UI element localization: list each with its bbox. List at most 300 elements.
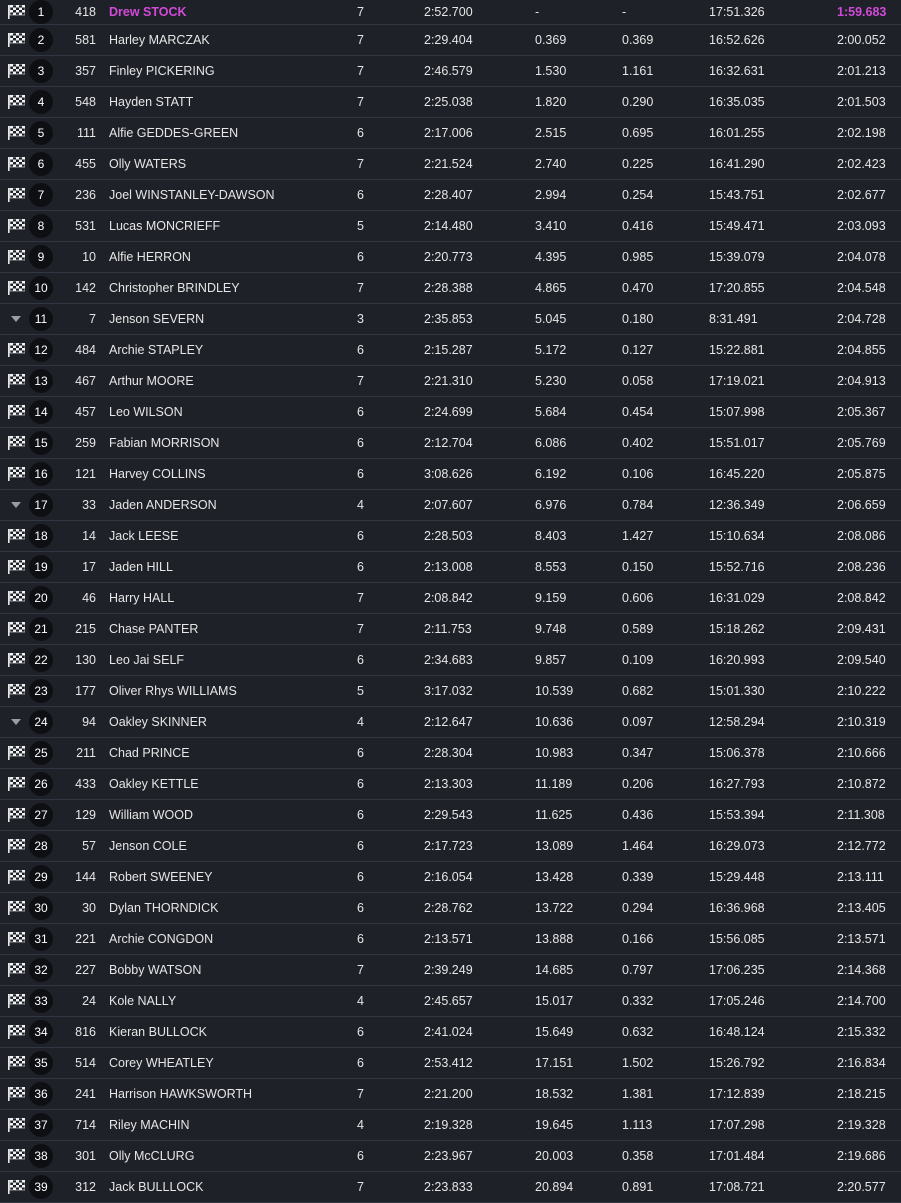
total-time: 17:08.721 — [709, 1180, 765, 1194]
gap-to-leader: 13.722 — [535, 901, 574, 915]
checkered-flag-icon — [6, 900, 26, 916]
checkered-flag-icon — [6, 94, 26, 110]
racer-name[interactable]: Robert SWEENEY — [109, 870, 213, 884]
racer-name[interactable]: Bobby WATSON — [109, 963, 202, 977]
average-lap: 2:04.078 — [837, 250, 886, 264]
best-lap: 2:21.524 — [424, 157, 473, 171]
checkered-flag-icon — [6, 869, 26, 885]
racer-number: 418 — [75, 5, 96, 19]
racer-name[interactable]: Leo WILSON — [109, 405, 183, 419]
result-row[interactable] — [0, 800, 901, 831]
result-row[interactable] — [0, 862, 901, 893]
racer-name[interactable]: William WOOD — [109, 808, 194, 822]
result-row[interactable] — [0, 149, 901, 180]
racer-number: 236 — [75, 188, 96, 202]
position-badge: 12 — [29, 338, 53, 362]
checkered-flag-icon — [6, 1086, 26, 1102]
result-row[interactable] — [0, 614, 901, 645]
gap-to-previous: 0.358 — [622, 1149, 654, 1163]
racer-name[interactable]: Kieran BULLOCK — [109, 1025, 207, 1039]
result-row[interactable] — [0, 397, 901, 428]
best-lap: 2:13.008 — [424, 560, 473, 574]
average-lap: 2:02.423 — [837, 157, 886, 171]
racer-number: 301 — [75, 1149, 96, 1163]
result-row[interactable] — [0, 924, 901, 955]
best-lap: 2:53.412 — [424, 1056, 473, 1070]
average-lap: 2:13.571 — [837, 932, 886, 946]
racer-name[interactable]: Corey WHEATLEY — [109, 1056, 214, 1070]
result-row[interactable] — [0, 738, 901, 769]
total-time: 17:12.839 — [709, 1087, 765, 1101]
best-lap: 2:17.723 — [424, 839, 473, 853]
gap-to-leader: 5.230 — [535, 374, 567, 388]
racer-name[interactable]: Jaden ANDERSON — [109, 498, 217, 512]
racer-name[interactable]: Lucas MONCRIEFF — [109, 219, 221, 233]
total-time: 16:29.073 — [709, 839, 765, 853]
gap-to-leader: 0.369 — [535, 33, 567, 47]
laps-completed: 5 — [357, 219, 364, 233]
checkered-flag-icon — [6, 156, 26, 172]
average-lap: 2:10.666 — [837, 746, 886, 760]
average-lap: 2:13.111 — [837, 870, 884, 884]
total-time: 8:31.491 — [709, 312, 758, 326]
racer-number: 24 — [82, 994, 96, 1008]
racer-name[interactable]: Alfie GEDDES-GREEN — [109, 126, 239, 140]
total-time: 16:48.124 — [709, 1025, 765, 1039]
racer-number: 357 — [75, 64, 96, 78]
result-row[interactable] — [0, 242, 901, 273]
position-badge: 15 — [29, 431, 53, 455]
racer-number: 46 — [82, 591, 96, 605]
gap-to-previous: - — [622, 5, 627, 19]
gap-to-leader: 20.003 — [535, 1149, 574, 1163]
result-row[interactable] — [0, 1110, 901, 1141]
gap-to-previous: 0.470 — [622, 281, 654, 295]
result-row[interactable] — [0, 366, 901, 397]
best-lap: 2:12.647 — [424, 715, 473, 729]
result-row[interactable] — [0, 1017, 901, 1048]
gap-to-leader: 11.625 — [535, 808, 573, 822]
laps-completed: 7 — [357, 963, 364, 977]
position-badge: 34 — [29, 1020, 53, 1044]
position-badge: 26 — [29, 772, 53, 796]
gap-to-previous: 0.150 — [622, 560, 654, 574]
gap-to-previous: 0.632 — [622, 1025, 654, 1039]
laps-completed: 5 — [357, 684, 364, 698]
racer-name[interactable]: Jack LEESE — [109, 529, 179, 543]
laps-completed: 4 — [357, 994, 364, 1008]
gap-to-leader: 13.428 — [535, 870, 574, 884]
laps-completed: 4 — [357, 715, 364, 729]
racer-name[interactable]: Arthur MOORE — [109, 374, 194, 388]
result-row[interactable] — [0, 56, 901, 87]
racer-name[interactable]: Jaden HILL — [109, 560, 173, 574]
average-lap: 2:00.052 — [837, 33, 886, 47]
average-lap: 2:05.875 — [837, 467, 886, 481]
gap-to-previous: 1.464 — [622, 839, 654, 853]
racer-name[interactable]: Olly WATERS — [109, 157, 187, 171]
gap-to-previous: 0.347 — [622, 746, 654, 760]
racer-number: 211 — [76, 746, 96, 760]
average-lap: 2:18.215 — [837, 1087, 886, 1101]
best-lap: 2:28.762 — [424, 901, 473, 915]
racer-number: 221 — [75, 932, 96, 946]
average-lap: 2:10.872 — [837, 777, 886, 791]
gap-to-previous: 0.254 — [622, 188, 654, 202]
average-lap: 2:16.834 — [837, 1056, 886, 1070]
racer-name[interactable]: Jenson SEVERN — [109, 312, 205, 326]
checkered-flag-icon — [6, 32, 26, 48]
racer-number: 514 — [75, 1056, 96, 1070]
gap-to-previous: 1.502 — [622, 1056, 654, 1070]
checkered-flag-icon — [6, 280, 26, 296]
gap-to-leader: - — [535, 5, 540, 19]
total-time: 17:19.021 — [709, 374, 765, 388]
gap-to-previous: 0.332 — [622, 994, 654, 1008]
result-row[interactable] — [0, 955, 901, 986]
position-badge: 1 — [29, 0, 53, 24]
racer-name[interactable]: Oakley SKINNER — [109, 715, 207, 729]
position-badge: 25 — [29, 741, 53, 765]
position-badge: 23 — [29, 679, 53, 703]
racer-number: 433 — [75, 777, 96, 791]
position-badge: 3 — [29, 59, 53, 83]
gap-to-leader: 8.553 — [535, 560, 567, 574]
laps-completed: 7 — [357, 374, 364, 388]
laps-completed: 6 — [357, 746, 364, 760]
gap-to-previous: 0.127 — [622, 343, 654, 357]
total-time: 16:01.255 — [709, 126, 765, 140]
best-lap: 2:24.699 — [424, 405, 473, 419]
racer-number: 467 — [75, 374, 96, 388]
total-time: 12:36.349 — [709, 498, 765, 512]
laps-completed: 7 — [357, 1180, 364, 1194]
average-lap: 2:04.913 — [837, 374, 886, 388]
best-lap: 2:14.480 — [424, 219, 473, 233]
checkered-flag-icon — [6, 776, 26, 792]
gap-to-previous: 0.339 — [622, 870, 654, 884]
result-row[interactable] — [0, 490, 901, 521]
racer-number: 33 — [82, 498, 96, 512]
gap-to-previous: 0.294 — [622, 901, 654, 915]
position-badge: 13 — [29, 369, 53, 393]
total-time: 17:20.855 — [709, 281, 765, 295]
best-lap: 2:07.607 — [424, 498, 473, 512]
racer-number: 111 — [76, 126, 96, 140]
best-lap: 3:08.626 — [424, 467, 473, 481]
total-time: 16:36.968 — [709, 901, 765, 915]
best-lap: 2:41.024 — [424, 1025, 473, 1039]
result-row[interactable] — [0, 273, 901, 304]
best-lap: 2:28.304 — [424, 746, 473, 760]
position-badge: 18 — [29, 524, 53, 548]
racer-name[interactable]: Archie CONGDON — [109, 932, 214, 946]
racer-name[interactable]: Drew STOCK — [109, 5, 187, 19]
racer-number: 548 — [75, 95, 96, 109]
total-time: 15:39.079 — [709, 250, 765, 264]
racer-number: 142 — [75, 281, 96, 295]
total-time: 16:41.290 — [709, 157, 765, 171]
racer-name[interactable]: Finley PICKERING — [109, 64, 215, 78]
average-lap: 2:03.093 — [837, 219, 886, 233]
gap-to-previous: 0.097 — [622, 715, 654, 729]
laps-completed: 6 — [357, 436, 364, 450]
best-lap: 2:28.407 — [424, 188, 473, 202]
position-badge: 29 — [29, 865, 53, 889]
position-badge: 5 — [29, 121, 53, 145]
average-lap: 2:08.236 — [837, 560, 886, 574]
gap-to-previous: 0.784 — [622, 498, 654, 512]
gap-to-previous: 0.402 — [622, 436, 654, 450]
average-lap: 2:04.855 — [837, 343, 886, 357]
total-time: 15:53.394 — [709, 808, 765, 822]
position-badge: 22 — [29, 648, 53, 672]
average-lap: 2:08.086 — [837, 529, 886, 543]
checkered-flag-icon — [6, 4, 26, 20]
best-lap: 2:23.833 — [424, 1180, 473, 1194]
result-row[interactable] — [0, 459, 901, 490]
result-row[interactable] — [0, 87, 901, 118]
racer-name[interactable]: Leo Jai SELF — [109, 653, 185, 667]
checkered-flag-icon — [6, 993, 26, 1009]
gap-to-previous: 1.381 — [622, 1087, 654, 1101]
position-badge: 35 — [29, 1051, 53, 1075]
racer-name[interactable]: Kole NALLY — [109, 994, 177, 1008]
average-lap: 2:14.368 — [837, 963, 886, 977]
racer-name[interactable]: Archie STAPLEY — [109, 343, 204, 357]
result-row[interactable] — [0, 676, 901, 707]
average-lap: 2:20.577 — [837, 1180, 886, 1194]
laps-completed: 7 — [357, 591, 364, 605]
best-lap: 2:15.287 — [424, 343, 473, 357]
racer-name[interactable]: Chad PRINCE — [109, 746, 190, 760]
best-lap: 2:16.054 — [424, 870, 473, 884]
position-badge: 4 — [29, 90, 53, 114]
gap-to-leader: 2.740 — [535, 157, 567, 171]
total-time: 17:07.298 — [709, 1118, 765, 1132]
laps-completed: 6 — [357, 839, 364, 853]
result-row[interactable] — [0, 521, 901, 552]
position-badge: 10 — [29, 276, 53, 300]
total-time: 15:06.378 — [709, 746, 765, 760]
position-badge: 37 — [29, 1113, 53, 1137]
total-time: 15:26.792 — [709, 1056, 765, 1070]
best-lap: 2:46.579 — [424, 64, 473, 78]
racer-name[interactable]: Jenson COLE — [109, 839, 187, 853]
triangle-down-icon — [6, 714, 26, 730]
racer-number: 14 — [82, 529, 96, 543]
checkered-flag-icon — [6, 528, 26, 544]
racer-name[interactable]: Chase PANTER — [109, 622, 199, 636]
gap-to-leader: 6.976 — [535, 498, 567, 512]
racer-name[interactable]: Joel WINSTANLEY-DAWSON — [109, 188, 275, 202]
gap-to-previous: 0.416 — [622, 219, 654, 233]
result-row[interactable] — [0, 1048, 901, 1079]
checkered-flag-icon — [6, 218, 26, 234]
gap-to-leader: 6.192 — [535, 467, 567, 481]
position-badge: 9 — [29, 245, 53, 269]
racer-name[interactable]: Christopher BRINDLEY — [109, 281, 240, 295]
best-lap: 3:17.032 — [424, 684, 473, 698]
racer-name[interactable]: Fabian MORRISON — [109, 436, 220, 450]
racer-name[interactable]: Dylan THORNDICK — [109, 901, 219, 915]
result-row[interactable] — [0, 25, 901, 56]
best-lap: 2:25.038 — [424, 95, 473, 109]
gap-to-leader: 10.983 — [535, 746, 574, 760]
position-badge: 31 — [29, 927, 53, 951]
laps-completed: 7 — [357, 157, 364, 171]
gap-to-previous: 0.682 — [622, 684, 654, 698]
racer-number: 259 — [75, 436, 96, 450]
total-time: 16:27.793 — [709, 777, 765, 791]
racer-number: 177 — [75, 684, 96, 698]
laps-completed: 6 — [357, 405, 364, 419]
total-time: 15:49.471 — [709, 219, 765, 233]
gap-to-leader: 1.530 — [535, 64, 567, 78]
position-badge: 30 — [29, 896, 53, 920]
position-badge: 32 — [29, 958, 53, 982]
racer-name[interactable]: Harry HALL — [109, 591, 175, 605]
result-row[interactable] — [0, 645, 901, 676]
position-badge: 27 — [29, 803, 53, 827]
best-lap: 2:52.700 — [424, 5, 473, 19]
checkered-flag-icon — [6, 63, 26, 79]
average-lap: 2:14.700 — [837, 994, 886, 1008]
gap-to-leader: 6.086 — [535, 436, 567, 450]
racer-name[interactable]: Riley MACHIN — [109, 1118, 190, 1132]
best-lap: 2:29.543 — [424, 808, 473, 822]
laps-completed: 7 — [357, 33, 364, 47]
gap-to-leader: 2.515 — [535, 126, 567, 140]
racer-name[interactable]: Harley MARCZAK — [109, 33, 210, 47]
position-badge: 20 — [29, 586, 53, 610]
total-time: 17:06.235 — [709, 963, 765, 977]
position-badge: 17 — [29, 493, 53, 517]
result-row[interactable] — [0, 1141, 901, 1172]
laps-completed: 4 — [357, 498, 364, 512]
racer-name[interactable]: Olly McCLURG — [109, 1149, 195, 1163]
result-row[interactable] — [0, 180, 901, 211]
gap-to-previous: 0.606 — [622, 591, 654, 605]
gap-to-leader: 5.045 — [535, 312, 567, 326]
position-badge: 28 — [29, 834, 53, 858]
result-row[interactable] — [0, 1079, 901, 1110]
average-lap: 2:15.332 — [837, 1025, 886, 1039]
total-time: 16:31.029 — [709, 591, 765, 605]
position-badge: 2 — [29, 28, 53, 52]
best-lap: 2:35.853 — [424, 312, 473, 326]
laps-completed: 6 — [357, 126, 364, 140]
total-time: 15:01.330 — [709, 684, 765, 698]
total-time: 17:01.484 — [709, 1149, 765, 1163]
gap-to-previous: 0.695 — [622, 126, 654, 140]
laps-completed: 7 — [357, 5, 364, 19]
result-row[interactable] — [0, 1172, 901, 1203]
position-badge: 33 — [29, 989, 53, 1013]
result-row[interactable] — [0, 769, 901, 800]
racer-number: 94 — [82, 715, 96, 729]
checkered-flag-icon — [6, 249, 26, 265]
average-lap: 2:02.198 — [837, 126, 886, 140]
position-badge: 7 — [29, 183, 53, 207]
racer-number: 121 — [75, 467, 96, 481]
racer-name[interactable]: Oakley KETTLE — [109, 777, 199, 791]
result-row[interactable] — [0, 118, 901, 149]
checkered-flag-icon — [6, 404, 26, 420]
racer-name[interactable]: Jack BULLLOCK — [109, 1180, 204, 1194]
result-row[interactable] — [0, 831, 901, 862]
total-time: 15:10.634 — [709, 529, 765, 543]
laps-completed: 6 — [357, 560, 364, 574]
laps-completed: 6 — [357, 1025, 364, 1039]
average-lap: 2:01.213 — [837, 64, 886, 78]
racer-number: 10 — [82, 250, 96, 264]
racer-name[interactable]: Hayden STATT — [109, 95, 194, 109]
result-row[interactable] — [0, 211, 901, 242]
laps-completed: 7 — [357, 95, 364, 109]
total-time: 16:52.626 — [709, 33, 765, 47]
gap-to-leader: 18.532 — [535, 1087, 574, 1101]
racer-number: 241 — [75, 1087, 96, 1101]
gap-to-previous: 0.290 — [622, 95, 654, 109]
racer-name[interactable]: Harvey COLLINS — [109, 467, 206, 481]
laps-completed: 7 — [357, 64, 364, 78]
racer-name[interactable]: Alfie HERRON — [109, 250, 191, 264]
best-lap: 2:12.704 — [424, 436, 473, 450]
gap-to-previous: 0.797 — [622, 963, 654, 977]
best-lap: 2:17.006 — [424, 126, 473, 140]
laps-completed: 6 — [357, 529, 364, 543]
racer-name[interactable]: Harrison HAWKSWORTH — [109, 1087, 253, 1101]
result-row[interactable] — [0, 583, 901, 614]
result-row[interactable] — [0, 552, 901, 583]
total-time: 15:18.262 — [709, 622, 765, 636]
racer-number: 227 — [75, 963, 96, 977]
result-row[interactable] — [0, 707, 901, 738]
best-lap: 2:29.404 — [424, 33, 473, 47]
total-time: 15:43.751 — [709, 188, 765, 202]
result-row[interactable] — [0, 335, 901, 366]
laps-completed: 6 — [357, 808, 364, 822]
racer-number: 215 — [75, 622, 96, 636]
result-row[interactable] — [0, 893, 901, 924]
triangle-down-icon — [6, 311, 26, 327]
result-row[interactable] — [0, 0, 901, 25]
laps-completed: 6 — [357, 901, 364, 915]
gap-to-previous: 0.225 — [622, 157, 654, 171]
total-time: 17:51.326 — [709, 5, 765, 19]
result-row[interactable] — [0, 304, 901, 335]
total-time: 15:56.085 — [709, 932, 765, 946]
position-badge: 36 — [29, 1082, 53, 1106]
result-row[interactable] — [0, 428, 901, 459]
gap-to-leader: 13.089 — [535, 839, 574, 853]
gap-to-leader: 13.888 — [535, 932, 574, 946]
racer-number: 484 — [75, 343, 96, 357]
result-row[interactable] — [0, 986, 901, 1017]
racer-name[interactable]: Oliver Rhys WILLIAMS — [109, 684, 237, 698]
gap-to-leader: 5.172 — [535, 343, 567, 357]
gap-to-leader: 10.539 — [535, 684, 574, 698]
gap-to-previous: 0.891 — [622, 1180, 654, 1194]
total-time: 15:51.017 — [709, 436, 765, 450]
best-lap: 2:11.753 — [424, 622, 472, 636]
average-lap: 2:19.686 — [837, 1149, 886, 1163]
laps-completed: 6 — [357, 653, 364, 667]
best-lap: 2:21.310 — [424, 374, 473, 388]
best-lap: 2:20.773 — [424, 250, 473, 264]
laps-completed: 6 — [357, 932, 364, 946]
